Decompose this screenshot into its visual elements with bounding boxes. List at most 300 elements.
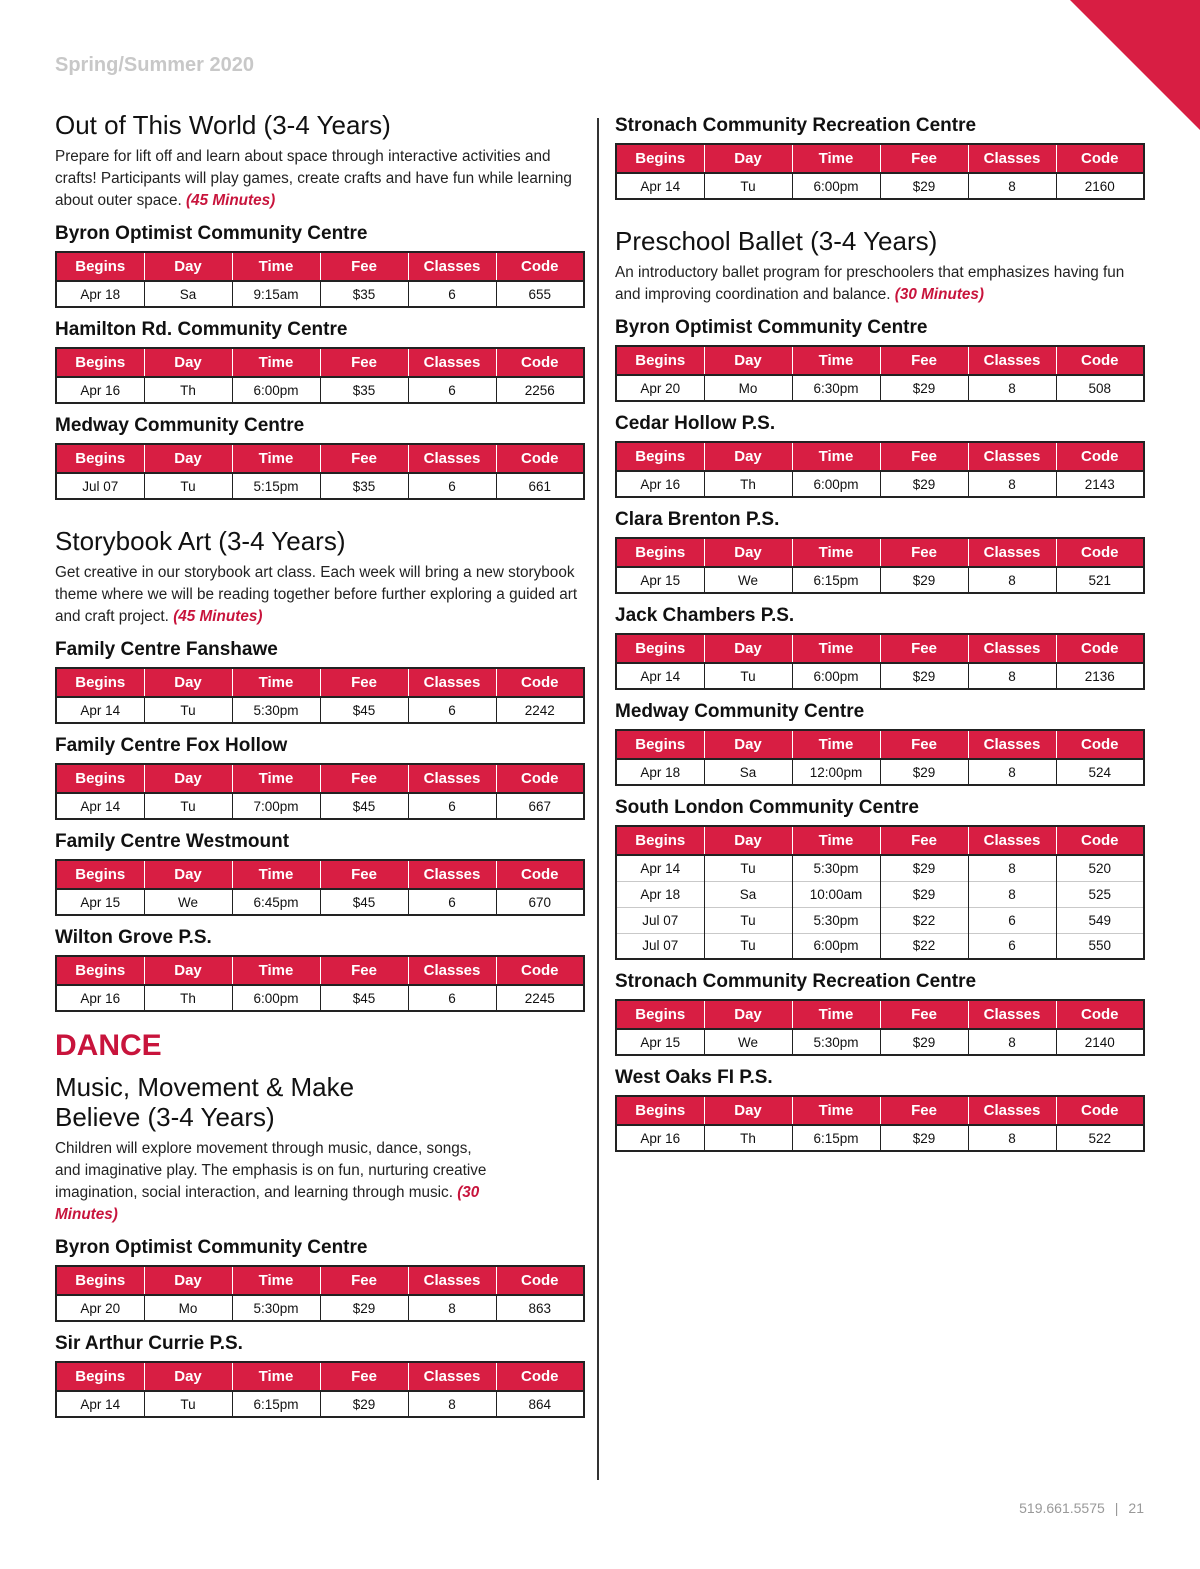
table-row xyxy=(616,471,1144,497)
column-header: Fee xyxy=(320,444,408,473)
table-cell: $45 xyxy=(320,889,408,915)
table-cell: 6:00pm xyxy=(232,985,320,1011)
program-title-line1: Music, Movement & Make xyxy=(55,1072,355,1102)
table-row xyxy=(56,281,584,307)
table-row xyxy=(616,1029,1144,1055)
table-cell: 12:00pm xyxy=(792,759,880,785)
column-header: Fee xyxy=(880,1000,968,1029)
program-title: Out of This World (3-4 Years) xyxy=(55,110,391,140)
table-cell: Th xyxy=(144,377,232,403)
venue-name: Family Centre Fox Hollow xyxy=(55,735,288,756)
table-cell: $29 xyxy=(880,471,968,497)
column-header: Time xyxy=(232,764,320,793)
table-cell: Apr 18 xyxy=(80,286,121,302)
table-cell: Sa xyxy=(704,881,792,907)
column-header: Day xyxy=(704,442,792,471)
table-cell: Apr 18 xyxy=(616,881,704,907)
table-row xyxy=(56,377,584,403)
table-cell: 2140 xyxy=(1056,1029,1144,1055)
column-header: Classes xyxy=(408,860,496,889)
column-header: Day xyxy=(144,668,232,697)
column-header: Time xyxy=(232,956,320,985)
table-cell: $29 xyxy=(880,663,968,689)
table-cell: $22 xyxy=(880,933,968,959)
venue-name: Clara Brenton P.S. xyxy=(615,509,780,530)
table-cell: Apr 14 xyxy=(80,798,121,814)
column-header: Day xyxy=(704,538,792,567)
table-header-row xyxy=(56,1266,584,1295)
column-header: Day xyxy=(704,346,792,375)
table-header-row xyxy=(56,956,584,985)
table-cell: Sa xyxy=(144,281,232,307)
table-cell: Mo xyxy=(704,375,792,401)
column-header: Fee xyxy=(320,668,408,697)
table-cell: 6:15pm xyxy=(792,567,880,593)
table-header-row xyxy=(56,1362,584,1391)
table-header-row xyxy=(56,860,584,889)
table-cell: 6:30pm xyxy=(792,375,880,401)
table-cell: 521 xyxy=(1056,567,1144,593)
table-cell: 6:00pm xyxy=(232,377,320,403)
table-cell: Sa xyxy=(704,759,792,785)
column-header: Classes xyxy=(408,1266,496,1295)
column-header: Time xyxy=(232,860,320,889)
column-header: Fee xyxy=(880,634,968,663)
column-header: Begins xyxy=(616,346,704,375)
table-header-row xyxy=(616,634,1144,663)
table-cell: 8 xyxy=(968,663,1056,689)
table-cell: 8 xyxy=(968,1029,1056,1055)
table-row xyxy=(616,881,1144,907)
column-header: Day xyxy=(144,764,232,793)
column-header: Begins xyxy=(616,826,704,855)
venue-name: Hamilton Rd. Community Centre xyxy=(55,319,348,340)
program-duration: (45 Minutes) xyxy=(185,192,276,209)
column-header: Begins xyxy=(616,144,704,173)
right-column xyxy=(615,110,1145,1152)
schedule-table xyxy=(615,729,1145,786)
table-cell: 2136 xyxy=(1056,663,1144,689)
schedule-table xyxy=(615,825,1145,960)
column-header: Classes xyxy=(968,1000,1056,1029)
schedule-table xyxy=(55,763,585,820)
column-header: Begins xyxy=(616,1096,704,1125)
venue-list xyxy=(55,1236,585,1418)
column-header: Code xyxy=(496,764,584,793)
table-cell: 863 xyxy=(496,1295,584,1321)
table-cell: 6:00pm xyxy=(792,933,880,959)
table-header-row xyxy=(56,348,584,377)
column-header: Classes xyxy=(968,826,1056,855)
schedule-table xyxy=(615,1095,1145,1152)
column-header: Code xyxy=(1056,538,1144,567)
program-title-line2: Believe (3-4 Years) xyxy=(55,1102,275,1132)
table-cell: 6 xyxy=(968,933,1056,959)
table-cell: 5:30pm xyxy=(792,1029,880,1055)
column-header: Time xyxy=(232,668,320,697)
column-header: Code xyxy=(496,252,584,281)
column-header: Fee xyxy=(880,826,968,855)
table-row xyxy=(56,985,584,1011)
column-header: Day xyxy=(144,252,232,281)
column-header: Classes xyxy=(408,668,496,697)
table-cell: Apr 18 xyxy=(640,764,681,780)
column-header: Day xyxy=(144,348,232,377)
venue-name: South London Community Centre xyxy=(615,797,919,818)
table-cell: Apr 14 xyxy=(640,860,681,876)
column-header: Time xyxy=(792,730,880,759)
table-cell: 5:30pm xyxy=(792,855,880,881)
table-cell: 6:15pm xyxy=(232,1391,320,1417)
page-number: 21 xyxy=(1128,1500,1144,1516)
program-music-movement xyxy=(55,1072,585,1418)
table-cell: Tu xyxy=(704,933,792,959)
column-header: Begins xyxy=(56,444,144,473)
table-cell: Tu xyxy=(704,173,792,199)
table-cell: Apr 20 xyxy=(80,1300,121,1316)
schedule-table xyxy=(55,1265,585,1322)
table-cell: Tu xyxy=(704,663,792,689)
table-row xyxy=(56,889,584,915)
table-cell: Apr 16 xyxy=(640,476,681,492)
column-header: Code xyxy=(496,348,584,377)
column-header: Begins xyxy=(56,668,144,697)
table-cell: $29 xyxy=(880,881,968,907)
column-header: Time xyxy=(232,1362,320,1391)
table-cell: $22 xyxy=(880,907,968,933)
table-cell: Apr 15 xyxy=(80,894,121,910)
table-cell: 8 xyxy=(968,881,1056,907)
column-header: Begins xyxy=(616,730,704,759)
table-cell: Apr 14 xyxy=(80,702,121,718)
table-cell: $29 xyxy=(880,375,968,401)
table-header-row xyxy=(616,144,1144,173)
table-cell: Jul 07 xyxy=(616,907,704,933)
table-cell: 864 xyxy=(496,1391,584,1417)
table-cell: 6 xyxy=(408,697,496,723)
table-cell: 8 xyxy=(968,375,1056,401)
table-cell: 8 xyxy=(968,173,1056,199)
column-header: Code xyxy=(496,668,584,697)
schedule-table xyxy=(615,537,1145,594)
venue-name: Stronach Community Recreation Centre xyxy=(615,971,977,992)
column-header: Classes xyxy=(968,1096,1056,1125)
table-header-row xyxy=(616,346,1144,375)
column-header: Time xyxy=(232,348,320,377)
table-cell: $29 xyxy=(880,855,968,881)
column-header: Classes xyxy=(968,634,1056,663)
column-header: Time xyxy=(232,444,320,473)
schedule-table xyxy=(615,441,1145,498)
column-header: Classes xyxy=(968,730,1056,759)
column-header: Time xyxy=(792,538,880,567)
venue-name: Medway Community Centre xyxy=(55,415,305,436)
table-header-row xyxy=(616,538,1144,567)
table-row xyxy=(56,1391,584,1417)
venue-name: Stronach Community Recreation Centre xyxy=(615,115,977,136)
schedule-table xyxy=(55,251,585,308)
table-cell: Tu xyxy=(144,1391,232,1417)
column-header: Fee xyxy=(880,144,968,173)
table-cell: 6 xyxy=(408,473,496,499)
table-row xyxy=(616,855,1144,881)
venue-name: Family Centre Westmount xyxy=(55,831,290,852)
table-cell: 6:00pm xyxy=(792,173,880,199)
table-cell: $29 xyxy=(320,1391,408,1417)
table-cell: Jul 07 xyxy=(82,478,119,494)
table-cell: $29 xyxy=(880,1029,968,1055)
venue-list xyxy=(615,114,1145,200)
column-header: Begins xyxy=(56,1266,144,1295)
venue-name: Byron Optimist Community Centre xyxy=(615,317,928,338)
table-cell: 6 xyxy=(408,793,496,819)
column-header: Classes xyxy=(408,348,496,377)
column-header: Time xyxy=(792,826,880,855)
table-cell: 549 xyxy=(1056,907,1144,933)
description-text: Prepare for lift off and learn about space through interactive activities and crafts! Participants will play games, create crafts and have fun while learning about outer space. xyxy=(55,148,572,209)
schedule-table xyxy=(55,443,585,500)
venue-name: Byron Optimist Community Centre xyxy=(55,223,368,244)
program-storybook-art xyxy=(55,526,585,1012)
footer-separator: | xyxy=(1114,1500,1119,1516)
program-duration: (30 Minutes) xyxy=(894,286,985,303)
column-header: Begins xyxy=(56,764,144,793)
table-cell: Tu xyxy=(704,855,792,881)
table-header-row xyxy=(616,1096,1144,1125)
table-cell: 8 xyxy=(968,759,1056,785)
column-header: Day xyxy=(144,1266,232,1295)
column-header: Time xyxy=(792,634,880,663)
column-header: Fee xyxy=(320,348,408,377)
table-cell: 2256 xyxy=(496,377,584,403)
program-description xyxy=(55,562,585,628)
table-cell: Th xyxy=(704,1125,792,1151)
schedule-table xyxy=(615,633,1145,690)
table-cell: 8 xyxy=(968,855,1056,881)
table-cell: 8 xyxy=(968,471,1056,497)
column-header: Begins xyxy=(56,860,144,889)
table-header-row xyxy=(616,730,1144,759)
description-text: Children will explore movement through music, dance, songs, and imaginative play. The emphasis is on fun, nurturing creative imagination, social interaction, and learning through music. xyxy=(55,1140,487,1201)
column-header: Fee xyxy=(880,346,968,375)
table-cell: Mo xyxy=(144,1295,232,1321)
table-cell: Tu xyxy=(704,907,792,933)
program-description xyxy=(55,1138,495,1226)
footer-phone: 519.661.5575 xyxy=(1019,1500,1105,1516)
table-cell: 10:00am xyxy=(792,881,880,907)
program-description xyxy=(55,146,585,212)
table-cell: Th xyxy=(704,471,792,497)
program-out-of-this-world xyxy=(55,110,585,500)
table-row xyxy=(56,793,584,819)
program-preschool-ballet xyxy=(615,226,1145,1152)
column-header: Classes xyxy=(408,444,496,473)
column-header: Time xyxy=(792,442,880,471)
table-cell: $29 xyxy=(880,759,968,785)
column-header: Day xyxy=(144,1362,232,1391)
table-cell: Apr 16 xyxy=(80,990,121,1006)
schedule-table xyxy=(55,1361,585,1418)
table-header-row xyxy=(616,1000,1144,1029)
table-row xyxy=(616,907,1144,933)
table-cell: 5:15pm xyxy=(232,473,320,499)
column-header: Code xyxy=(1056,346,1144,375)
table-cell: 6 xyxy=(408,377,496,403)
table-row xyxy=(616,663,1144,689)
column-header: Time xyxy=(232,252,320,281)
schedule-table xyxy=(615,999,1145,1056)
table-cell: 6 xyxy=(408,985,496,1011)
venue-list xyxy=(55,222,585,500)
column-header: Fee xyxy=(320,252,408,281)
schedule-table xyxy=(55,955,585,1012)
column-header: Code xyxy=(1056,442,1144,471)
program-continued xyxy=(615,114,1145,200)
venue-list xyxy=(615,316,1145,1152)
table-cell: 8 xyxy=(968,1125,1056,1151)
schedule-table xyxy=(55,347,585,404)
table-cell: $45 xyxy=(320,793,408,819)
column-header: Day xyxy=(704,1096,792,1125)
left-column xyxy=(55,110,585,1418)
table-cell: 667 xyxy=(496,793,584,819)
table-header-row xyxy=(56,764,584,793)
column-header: Begins xyxy=(616,1000,704,1029)
table-cell: $29 xyxy=(880,567,968,593)
table-cell: $35 xyxy=(320,473,408,499)
table-cell: 508 xyxy=(1056,375,1144,401)
table-cell: We xyxy=(704,567,792,593)
table-cell: 5:30pm xyxy=(792,907,880,933)
venue-name: Cedar Hollow P.S. xyxy=(615,413,776,434)
table-cell: 6 xyxy=(408,281,496,307)
table-header-row xyxy=(56,252,584,281)
column-header: Begins xyxy=(56,1362,144,1391)
table-cell: 670 xyxy=(496,889,584,915)
venue-name: Jack Chambers P.S. xyxy=(615,605,795,626)
table-row xyxy=(56,473,584,499)
program-title: Preschool Ballet (3-4 Years) xyxy=(615,226,938,256)
column-header: Fee xyxy=(320,956,408,985)
column-header: Day xyxy=(704,634,792,663)
column-header: Fee xyxy=(320,860,408,889)
column-header: Code xyxy=(1056,1096,1144,1125)
schedule-table xyxy=(615,143,1145,200)
description-text: Get creative in our storybook art class. Each week will bring a new storybook theme where we will be reading together before further exploring a guided art and craft project. xyxy=(55,564,578,625)
column-header: Classes xyxy=(408,764,496,793)
table-cell: 6:00pm xyxy=(792,663,880,689)
program-title: Storybook Art (3-4 Years) xyxy=(55,526,346,556)
table-cell: Apr 14 xyxy=(640,178,681,194)
column-header: Code xyxy=(496,1266,584,1295)
table-row xyxy=(616,933,1144,959)
table-cell: 661 xyxy=(496,473,584,499)
program-duration: (45 Minutes) xyxy=(173,608,263,625)
table-cell: 655 xyxy=(496,281,584,307)
column-header: Classes xyxy=(968,442,1056,471)
column-header: Classes xyxy=(968,346,1056,375)
schedule-table xyxy=(55,667,585,724)
column-header: Fee xyxy=(880,442,968,471)
venue-name: Sir Arthur Currie P.S. xyxy=(55,1333,243,1354)
column-header: Time xyxy=(792,1096,880,1125)
column-header: Code xyxy=(1056,634,1144,663)
table-cell: 2242 xyxy=(496,697,584,723)
column-header: Day xyxy=(704,144,792,173)
column-header: Code xyxy=(496,860,584,889)
description-text: An introductory ballet program for preschoolers that emphasizes having fun and improving coordination and balance. xyxy=(615,264,1125,303)
table-cell: 9:15am xyxy=(232,281,320,307)
table-cell: $45 xyxy=(320,985,408,1011)
table-row xyxy=(616,375,1144,401)
venue-name: Wilton Grove P.S. xyxy=(55,927,212,948)
table-cell: Jul 07 xyxy=(616,933,704,959)
column-header: Begins xyxy=(616,538,704,567)
column-header: Day xyxy=(704,730,792,759)
column-header: Fee xyxy=(320,1266,408,1295)
column-header: Time xyxy=(792,144,880,173)
column-header: Begins xyxy=(56,252,144,281)
column-header: Begins xyxy=(56,956,144,985)
table-cell: 525 xyxy=(1056,881,1144,907)
schedule-table xyxy=(55,859,585,916)
table-row xyxy=(616,1125,1144,1151)
column-header: Classes xyxy=(408,1362,496,1391)
column-header: Day xyxy=(144,444,232,473)
section-heading-dance: DANCE xyxy=(55,1029,162,1062)
column-header: Day xyxy=(144,860,232,889)
column-header: Classes xyxy=(968,538,1056,567)
table-cell: 5:30pm xyxy=(232,1295,320,1321)
venue-list xyxy=(55,638,585,1012)
table-cell: Tu xyxy=(144,697,232,723)
table-cell: Tu xyxy=(144,473,232,499)
table-cell: Th xyxy=(144,985,232,1011)
page-footer xyxy=(1019,1500,1144,1516)
table-cell: Apr 20 xyxy=(640,380,681,396)
column-header: Code xyxy=(496,956,584,985)
season-label: Spring/Summer 2020 xyxy=(55,54,254,76)
program-duration: (30 Minutes) xyxy=(55,1184,480,1223)
program-title xyxy=(55,1072,585,1132)
column-header: Time xyxy=(792,1000,880,1029)
table-header-row xyxy=(616,442,1144,471)
table-cell: 2160 xyxy=(1056,173,1144,199)
table-cell: 550 xyxy=(1056,933,1144,959)
column-header: Classes xyxy=(968,144,1056,173)
column-header: Code xyxy=(1056,826,1144,855)
table-cell: 520 xyxy=(1056,855,1144,881)
venue-name: Family Centre Fanshawe xyxy=(55,639,278,660)
table-cell: Apr 14 xyxy=(640,668,681,684)
table-cell: 7:00pm xyxy=(232,793,320,819)
table-row xyxy=(56,1295,584,1321)
table-cell: $35 xyxy=(320,281,408,307)
table-cell: $45 xyxy=(320,697,408,723)
column-header: Begins xyxy=(616,442,704,471)
table-header-row xyxy=(616,826,1144,855)
column-header: Fee xyxy=(880,538,968,567)
column-header: Fee xyxy=(880,1096,968,1125)
venue-name: Byron Optimist Community Centre xyxy=(55,1237,368,1258)
table-row xyxy=(56,697,584,723)
table-cell: Apr 16 xyxy=(80,382,121,398)
column-header: Time xyxy=(792,346,880,375)
column-divider xyxy=(597,118,599,1480)
table-cell: Apr 15 xyxy=(640,572,681,588)
table-row xyxy=(616,759,1144,785)
table-cell: $29 xyxy=(880,173,968,199)
